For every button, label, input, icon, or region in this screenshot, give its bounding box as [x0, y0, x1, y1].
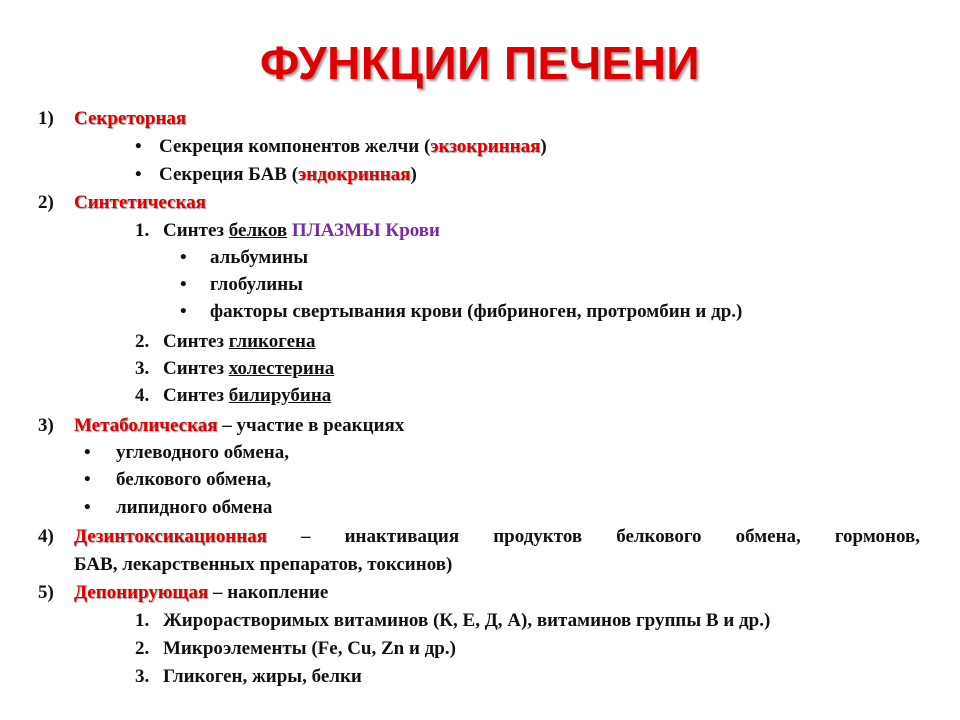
section-name: Депонирующая	[74, 582, 209, 603]
list-item: 3. Синтез холестерина	[135, 358, 335, 379]
page-title: ФУНКЦИИ ПЕЧЕНИ	[260, 37, 700, 89]
section-5-heading: 5) Депонирующая – накопление	[38, 582, 329, 603]
bullet: •	[180, 301, 187, 322]
list-item: 2. Микроэлементы (Fe, Cu, Zn и др.)	[135, 638, 456, 659]
section-2-heading	[38, 191, 206, 215]
list-item: • альбумины	[180, 247, 309, 268]
section-name: Синтетическая	[74, 192, 206, 213]
bullet: •	[84, 442, 91, 463]
list-item: 1. Жирорастворимых витаминов (К, Е, Д, А), витаминов группы В и др.)	[135, 610, 771, 631]
list-item: • глобулины	[180, 274, 304, 295]
section-number: 4)	[38, 526, 54, 547]
section-number: 2)	[38, 192, 54, 213]
term-endocrine: эндокринная	[298, 164, 411, 185]
term-blood: Крови	[385, 220, 441, 241]
section-3-heading: 3) Метаболическая – участие в реакциях	[38, 415, 405, 436]
list-item: • белкового обмена,	[84, 469, 272, 490]
bullet: •	[84, 469, 91, 490]
list-item: • углеводного обмена,	[84, 442, 289, 463]
term-plasma: ПЛАЗМЫ	[291, 220, 381, 241]
section-name: Дезинтоксикационная	[74, 526, 267, 547]
section-number: 1)	[38, 108, 54, 129]
section-4-continuation: БАВ, лекарственных препаратов, токсинов)	[74, 554, 453, 575]
section-name: Секреторная	[74, 108, 187, 129]
section-1-heading	[38, 107, 186, 131]
list-item: • Секреция компонентов желчи (экзокринная)	[135, 136, 547, 157]
term-proteins: белков	[228, 220, 288, 241]
section-4-heading: 4) Дезинтоксикационная – инактивация продуктов белкового обмена, гормонов,	[38, 526, 920, 547]
bullet: •	[180, 247, 187, 268]
list-item: 2. Синтез гликогена	[135, 331, 316, 352]
list-item: 4. Синтез билирубина	[135, 385, 332, 406]
list-item: • факторы свертывания крови (фибриноген, протромбин и др.)	[180, 301, 743, 322]
bullet: •	[180, 274, 187, 295]
term-exocrine: экзокринная	[430, 136, 541, 157]
bullet: •	[135, 136, 142, 157]
list-item: 1. Синтез белков ПЛАЗМЫ Крови	[135, 220, 441, 241]
bullet: •	[135, 164, 142, 185]
section-number: 5)	[38, 582, 54, 603]
bullet: •	[84, 497, 91, 518]
list-item: • липидного обмена	[84, 497, 273, 518]
section-name: Метаболическая	[74, 415, 218, 436]
list-item: 3. Гликоген, жиры, белки	[135, 666, 362, 687]
list-item: • Секреция БАВ (эндокринная)	[135, 164, 417, 185]
section-number: 3)	[38, 415, 54, 436]
